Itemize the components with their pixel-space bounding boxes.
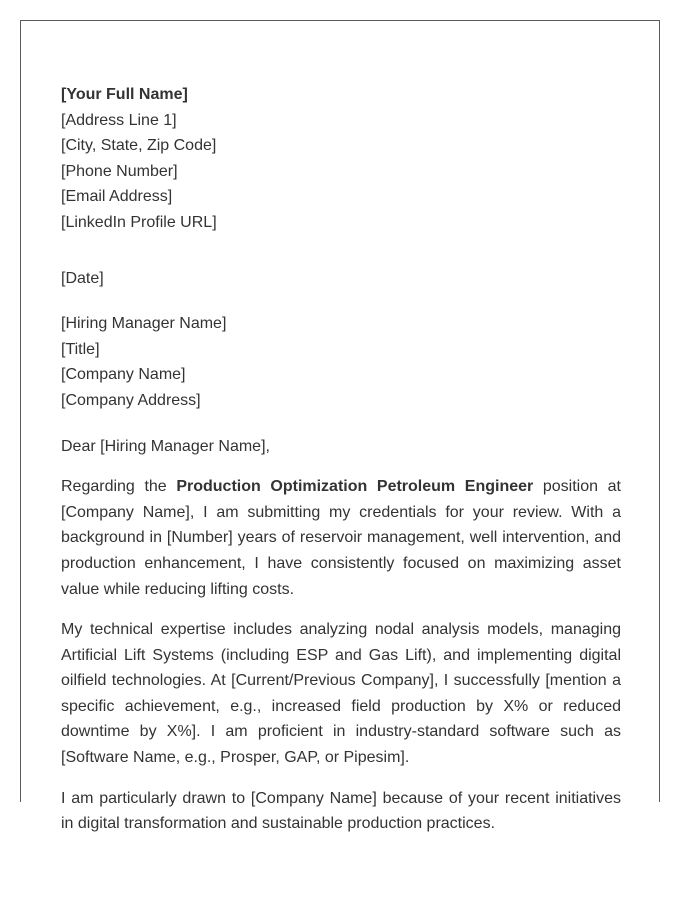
letter-content [61, 82, 621, 837]
body-paragraph-2: My technical expertise includes analyzing nodal analysis models, managing Artificial Lift Systems (including ESP and Gas Lift), and implementing digital oilfield technologies. At [Current/Previous Company], I successfully [mention a specific achievement, e.g., increased field production by X% or reduced downtime by X%]. I am proficient in industry-standard software such as [Software Name, e.g., Prosper, GAP, or Pipesim]. [61, 621, 621, 767]
body-paragraph-1 [61, 474, 621, 602]
recipient-company-address: [Company Address] [61, 391, 201, 409]
sender-address-line: [Address Line 1] [61, 111, 177, 129]
recipient-company-name: [Company Name] [61, 366, 186, 384]
position-title: Production Optimization Petroleum Engineer [176, 478, 534, 496]
letter-date: [Date] [61, 269, 104, 287]
letter-page [20, 20, 660, 833]
recipient-block [61, 311, 621, 413]
sender-block [61, 82, 621, 236]
paragraph-1-rest: position at [Company Name], I am submitting my credentials for your review. With a background in [Number] years of reservoir management, well intervention, and production enhancement, I have consistently focused on maximizing asset value while reducing lifting costs. [61, 478, 621, 598]
sender-email: [Email Address] [61, 188, 173, 206]
body-paragraph-3: I am particularly drawn to [Company Name] because of your recent initiatives in digital transformation and sustainable production practices. [61, 789, 621, 833]
recipient-hiring-manager: [Hiring Manager Name] [61, 315, 227, 333]
sender-phone: [Phone Number] [61, 162, 178, 180]
sender-name: [Your Full Name] [61, 86, 188, 103]
sender-city-state-zip: [City, State, Zip Code] [61, 137, 217, 155]
salutation: Dear [Hiring Manager Name], [61, 437, 270, 455]
sender-linkedin: [LinkedIn Profile URL] [61, 213, 217, 231]
recipient-title: [Title] [61, 340, 100, 358]
paragraph-1-lead: Regarding the [61, 478, 177, 496]
